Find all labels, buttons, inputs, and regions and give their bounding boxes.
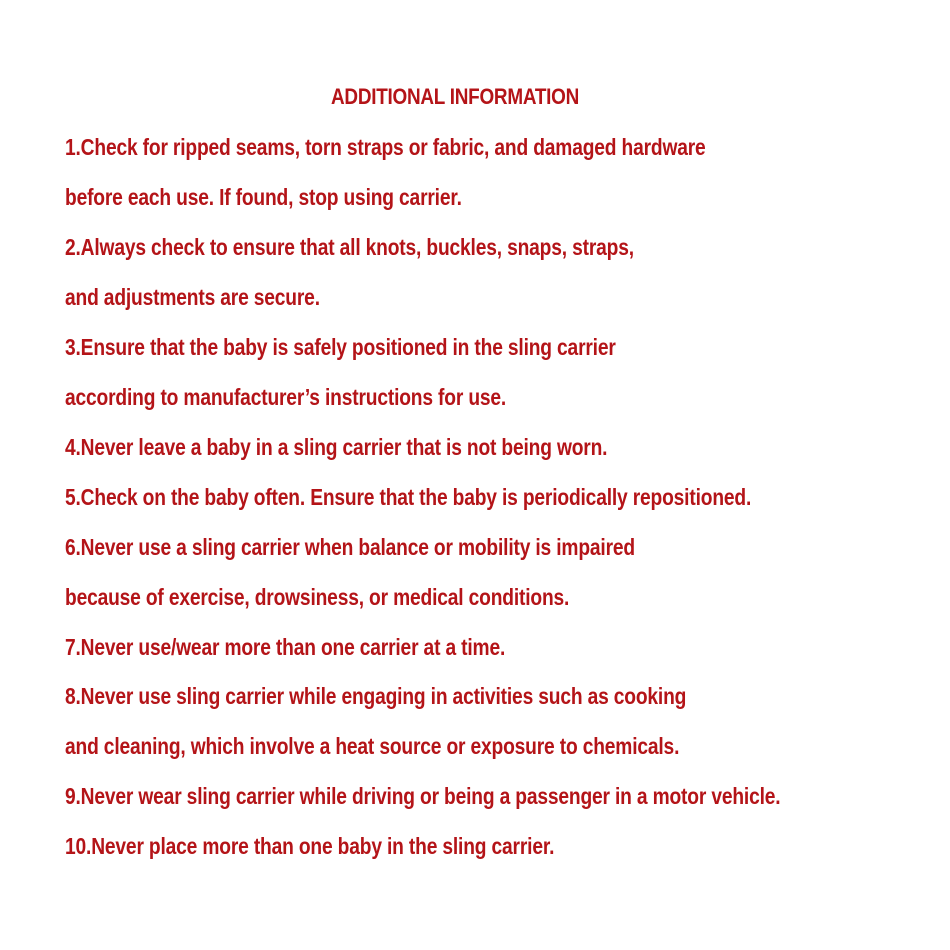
instruction-line-4: and adjustments are secure.	[65, 284, 320, 310]
instruction-line-15: 10.Never place more than one baby in the sling carrier.	[65, 833, 555, 859]
instruction-line-12: 8.Never use sling carrier while engaging in activities such as cooking	[65, 683, 687, 709]
instruction-line-11: 7.Never use/wear more than one carrier at a time.	[65, 634, 506, 660]
instruction-line-1: 1.Check for ripped seams, torn straps or fabric, and damaged hardware	[65, 134, 706, 160]
instruction-line-6: according to manufacturer’s instructions for use.	[65, 384, 507, 410]
instruction-line-9: 6.Never use a sling carrier when balance or mobility is impaired	[65, 534, 635, 560]
page-title: ADDITIONAL INFORMATION	[331, 84, 579, 109]
instruction-line-14: 9.Never wear sling carrier while driving or being a passenger in a motor vehicle.	[65, 783, 781, 809]
instruction-line-7: 4.Never leave a baby in a sling carrier that is not being worn.	[65, 434, 608, 460]
instruction-line-10: because of exercise, drowsiness, or medical conditions.	[65, 584, 570, 610]
instruction-line-5: 3.Ensure that the baby is safely positioned in the sling carrier	[65, 334, 616, 360]
instruction-line-2: before each use. If found, stop using carrier.	[65, 184, 462, 210]
instruction-line-8: 5.Check on the baby often. Ensure that the baby is periodically repositioned.	[65, 484, 752, 510]
instruction-line-13: and cleaning, which involve a heat source or exposure to chemicals.	[65, 733, 680, 759]
instruction-line-3: 2.Always check to ensure that all knots, buckles, snaps, straps,	[65, 234, 634, 260]
